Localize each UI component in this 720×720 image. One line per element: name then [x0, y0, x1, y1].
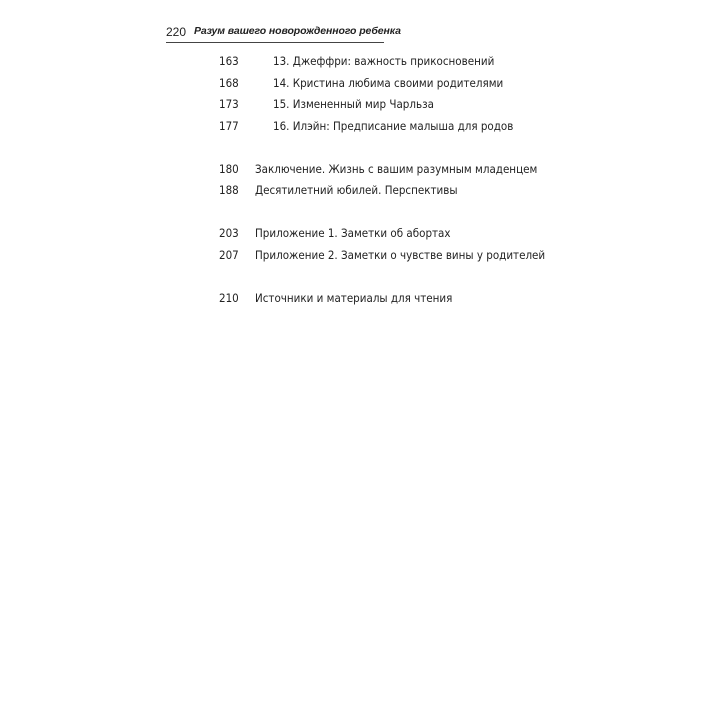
toc-entry-title: 14. Кристина любима своими родителями: [273, 76, 504, 90]
toc-entry-page: 207: [219, 248, 239, 262]
toc-entry-page: 177: [219, 119, 239, 133]
toc-entry-page: 210: [219, 291, 239, 305]
toc-entry-title: 16. Илэйн: Предписание малыша для родов: [273, 119, 514, 133]
toc-entry-title: Приложение 1. Заметки об абортах: [255, 226, 451, 240]
toc-entry-page: 188: [219, 183, 239, 197]
toc-entry-title: 13. Джеффри: важность прикосновений: [273, 54, 495, 68]
toc-entry-page: 163: [219, 54, 239, 68]
toc-entry-title: 15. Измененный мир Чарльза: [273, 97, 434, 111]
toc-entry-page: 173: [219, 97, 239, 111]
toc-entry-title: Заключение. Жизнь с вашим разумным младенцем: [255, 162, 538, 176]
toc-entry-title: Источники и материалы для чтения: [255, 291, 453, 305]
toc-entry-title: Приложение 2. Заметки о чувстве вины у родителей: [255, 248, 546, 262]
toc-entry-page: 168: [219, 76, 239, 90]
toc-entry-title: Десятилетний юбилей. Перспективы: [255, 183, 458, 197]
book-title: Разум вашего новорожденного ребенка: [194, 25, 401, 37]
page-number: 220: [166, 25, 187, 39]
toc-entry-page: 180: [219, 162, 239, 176]
toc-entry-page: 203: [219, 226, 239, 240]
